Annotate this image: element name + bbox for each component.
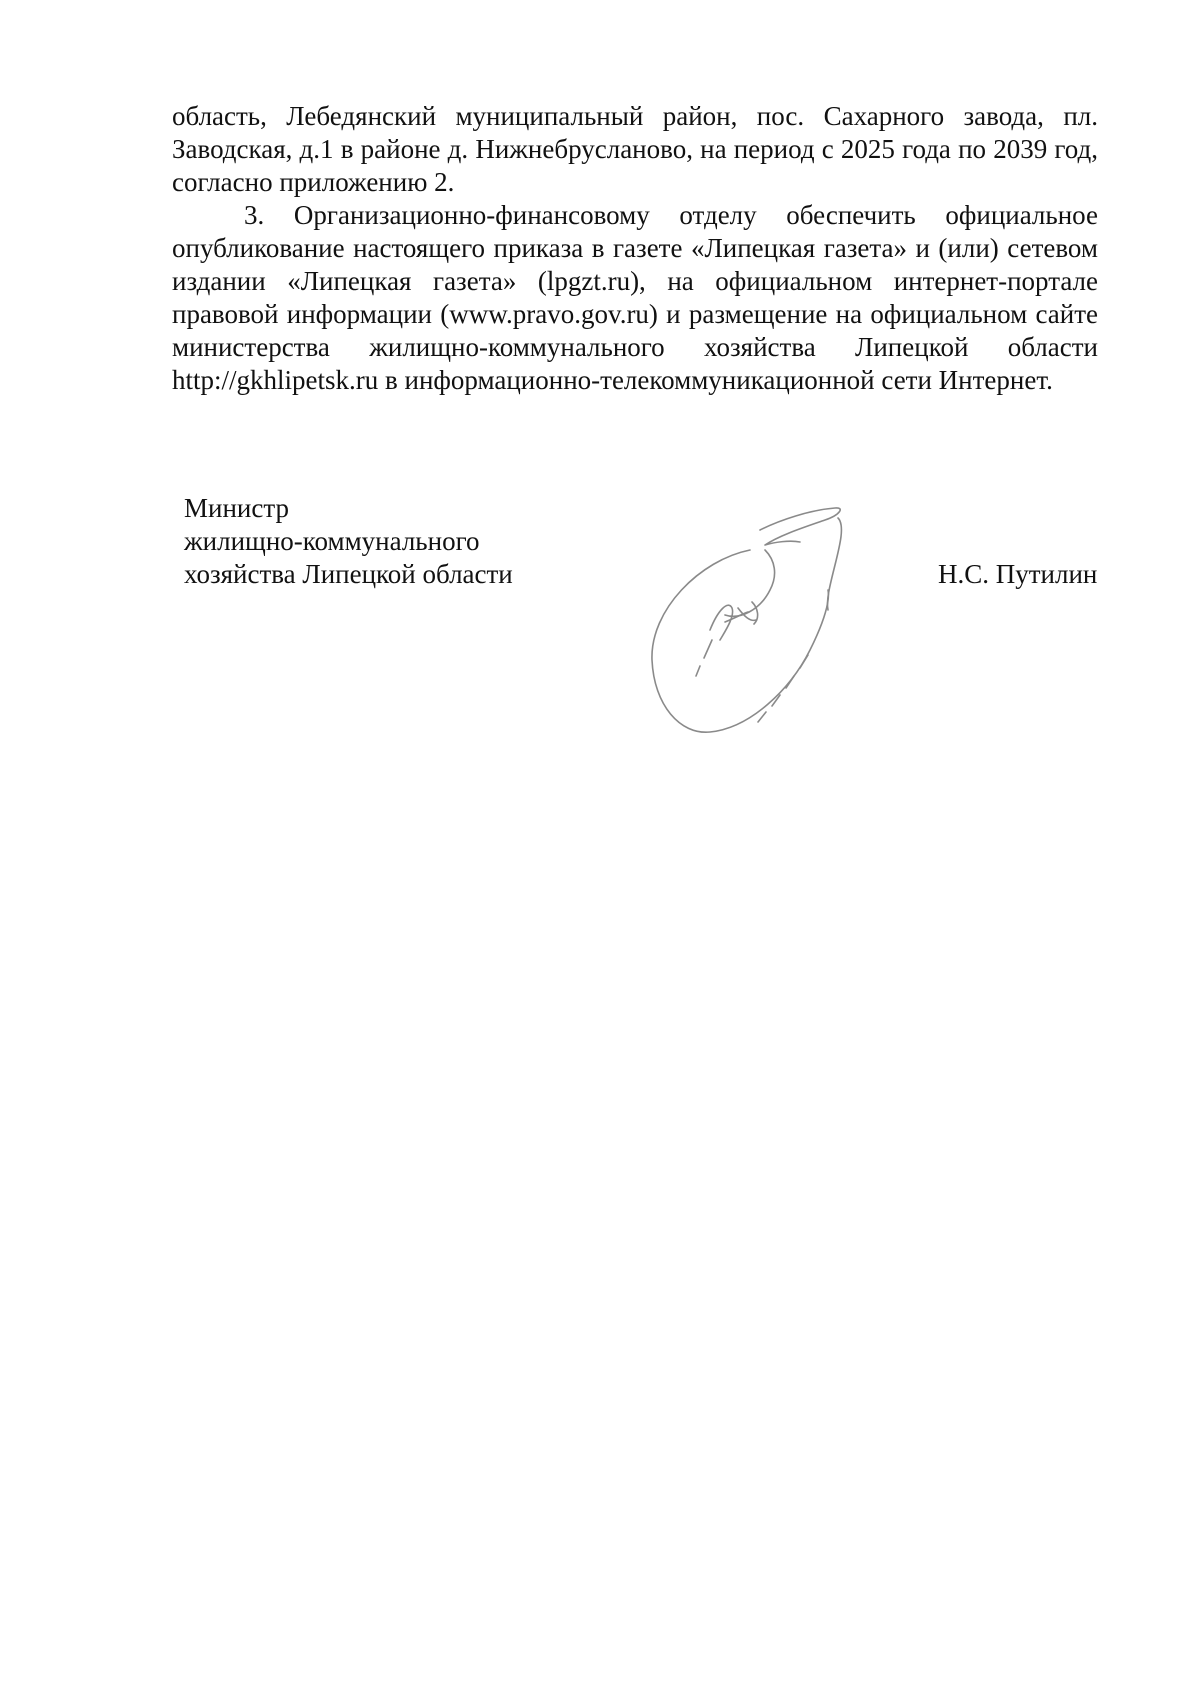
paragraph-item-3: 3. Организационно-финансовому отделу обеспечить официальное опубликование настоящего приказа в газете «Липецкая газета» и (или) сетевом издании «Липецкая газета» (lpgzt.ru), на официальном интернет-портале правовой информации (www.pravo.gov.ru) и размещение на официальном сайте министерства жилищно-коммунального хозяйства Липецкой области http://gkhlipetsk.ru в информационно-телекоммуникационной сети Интернет.: [172, 200, 1098, 395]
signatory-position: [184, 492, 513, 591]
signer-name: Н.С. Путилин: [938, 559, 1098, 589]
paragraph-continuation: область, Лебедянский муниципальный район, пос. Сахарного завода, пл. Заводская, д.1 в районе д. Нижнебрусланово, на период с 2025 года по 2039 год, согласно приложению 2.: [172, 101, 1098, 197]
handwritten-signature-icon: [640, 490, 900, 750]
document-body: [172, 100, 1098, 397]
position-line: хозяйства Липецкой области: [184, 559, 513, 589]
position-line: жилищно-коммунального: [184, 526, 480, 556]
position-line: Министр: [184, 493, 289, 523]
